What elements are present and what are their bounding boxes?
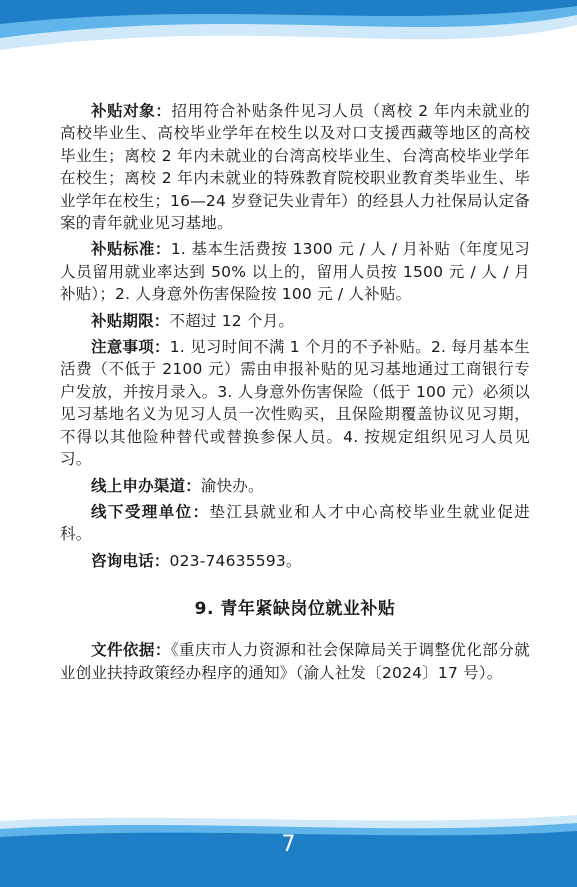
paragraph-notes: 注意事项：1. 见习时间不满 1 个月的不予补贴。2. 每月基本生活费（不低于 2100 元）需由申报补贴的见习基地通过工商银行专户发放，并按月录入。3. 人身意外伤害保险（低于 100 元）必须以见习基地名义为见习人员一次性购买，且保险期覆盖协议见习期，不得以其他险种替代或替换参保人员。4. 按规定组织见习人员见习。 xyxy=(60,338,530,469)
paragraph-offline-unit: 线下受理单位：垫江县就业和人才中心高校毕业生就业促进科。 xyxy=(60,502,530,544)
paragraph-contact-phone: 咨询电话：023-74635593。 xyxy=(91,551,302,570)
main-content xyxy=(60,100,530,688)
paragraph-online-channel: 线上申办渠道：渝快办。 xyxy=(91,476,264,495)
paragraph-document-basis: 文件依据：《重庆市人力资源和社会保障局关于调整优化部分就业创业扶持政策经办程序的通知》（渝人社发〔2024〕17 号）。 xyxy=(60,641,530,682)
section-heading: 9. 青年紧缺岗位就业补贴 xyxy=(194,599,396,620)
paragraph-subsidy-period: 补贴期限：不超过 12 个月。 xyxy=(91,311,295,330)
paragraph-subsidy-target: 补贴对象：招用符合补贴条件见习人员（离校 2 年内未就业的高校毕业生、高校毕业学年在校生以及对口支援西藏等地区的高校毕业生；离校 2 年内未就业的台湾高校毕业生、台湾高校毕业学年在校生；离校 2 年内未就业的特殊教育院校职业教育类毕业生、毕业学年在校生；16—24 岁登记失业青年）的经县人力社保局认定备案的青年就业见习基地。 xyxy=(60,102,530,233)
paragraph-subsidy-standard: 补贴标准：1. 基本生活费按 1300 元 / 人 / 月补贴（年度见习人员留用就业率达到 50% 以上的，留用人员按 1500 元 / 人 / 月补贴）；2. 人身意外伤害保险按 100 元 / 人补贴。 xyxy=(60,240,530,304)
top-wave-decoration xyxy=(0,0,577,80)
page-number: 7 xyxy=(281,832,296,857)
